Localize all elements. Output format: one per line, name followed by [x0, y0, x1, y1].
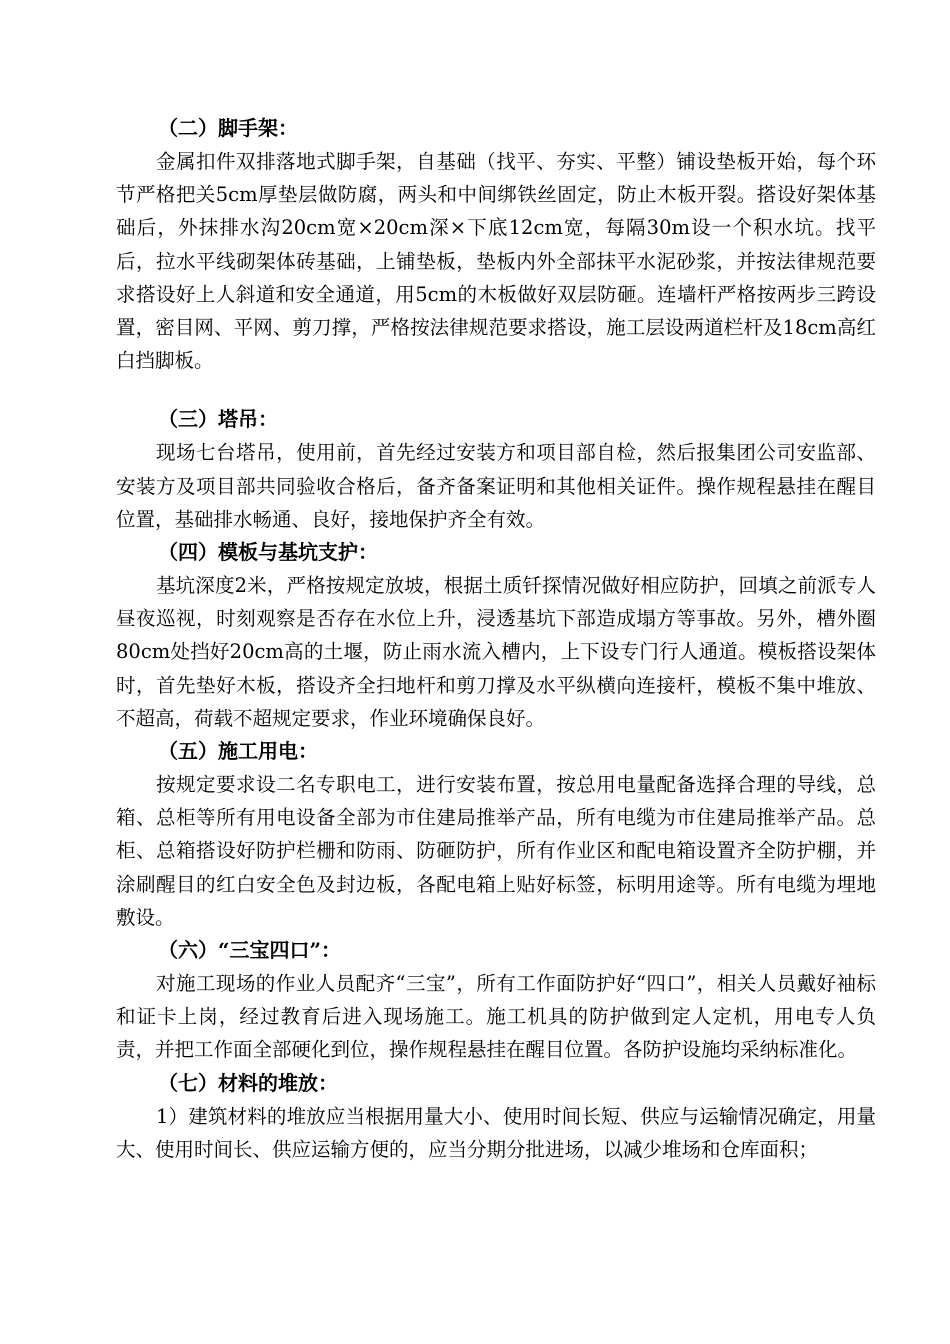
section-heading-construction-power: （五）施工用电： [158, 739, 318, 764]
section-text-material-stacking: 1）建筑材料的堆放应当根据用量大小、使用时间长短、供应与运输情况确定，用量大、使用时间长、供应运输方便的，应当分期分批进场，以减少堆场和仓库面积； [116, 1104, 876, 1161]
section-text-scaffold: 金属扣件双排落地式脚手架，自基础（找平、夯实、平整）铺设垫板开始，每个环节严格把关5cm厚垫层做防腐，两头和中间绑铁丝固定，防止木板开裂。搭设好架体基础后，外抹排水沟20cm宽×20cm深×下底12cm宽，每隔30m设一个积水坑。找平后，拉水平线砌架体砖基础，上铺垫板，垫板内外全部抹平水泥砂浆，并按法律规范要求搭设好上人斜道和安全通道，用5cm的木板做好双层防砸。连墙杆严格按两步三跨设置，密目网、平网、剪刀撑，严格按法律规范要求搭设，施工层设两道栏杆及18cm高红白挡脚板。 [116, 150, 876, 373]
section-text-construction-power: 按规定要求设二名专职电工，进行安装布置，按总用电量配备选择合理的导线，总箱、总柜等所有用电设备全部为市住建局推举产品，所有电缆为市住建局推举产品。总柜、总箱搭设好防护栏栅和防雨、防砸防护，所有作业区和配电箱设置齐全防护棚，并涂刷醒目的红白安全色及封边板，各配电箱上贴好标签，标明用途等。所有电缆为埋地敷设。 [116, 773, 876, 929]
section-text-tower-crane: 现场七台塔吊，使用前，首先经过安装方和项目部自检，然后报集团公司安监部、安装方及项目部共同验收合格后，备齐备案证明和其他相关证件。操作规程悬挂在醒目位置，基础排水畅通、良好，接地保护齐全有效。 [116, 441, 876, 531]
section-heading-tower-crane: （三）塔吊： [158, 407, 278, 432]
section-heading-three-treasures-four-openings: （六）“三宝四口”： [158, 938, 342, 963]
section-text-formwork-pit-support: 基坑深度2米，严格按规定放坡，根据土质钎探情况做好相应防护，回填之前派专人昼夜巡视，时刻观察是否存在水位上升，浸透基坑下部造成塌方等事故。另外，槽外圈80cm处挡好20cm高的土堰，防止雨水流入槽内，上下设专门行人通道。模板搭设架体时，首先垫好木板，搭设齐全扫地杆和剪刀撑及水平纵横向连接杆，模板不集中堆放、不超高，荷载不超规定要求，作业环境确保良好。 [116, 574, 876, 730]
section-heading-material-stacking: （七）材料的堆放： [158, 1070, 338, 1095]
document-page [116, 112, 876, 1166]
section-heading-scaffold: （二）脚手架： [158, 116, 298, 140]
section-text-three-treasures-four-openings: 对施工现场的作业人员配齐“三宝”，所有工作面防护好“四口”，相关人员戴好袖标和证卡上岗，经过教育后进入现场施工。施工机具的防护做到定人定机，用电专人负责，并把工作面全部硬化到位，操作规程悬挂在醒目位置。各防护设施均采纳标准化。 [116, 972, 876, 1062]
section-gap [116, 377, 876, 403]
section-heading-formwork-pit-support: （四）模板与基坑支护： [158, 540, 378, 565]
